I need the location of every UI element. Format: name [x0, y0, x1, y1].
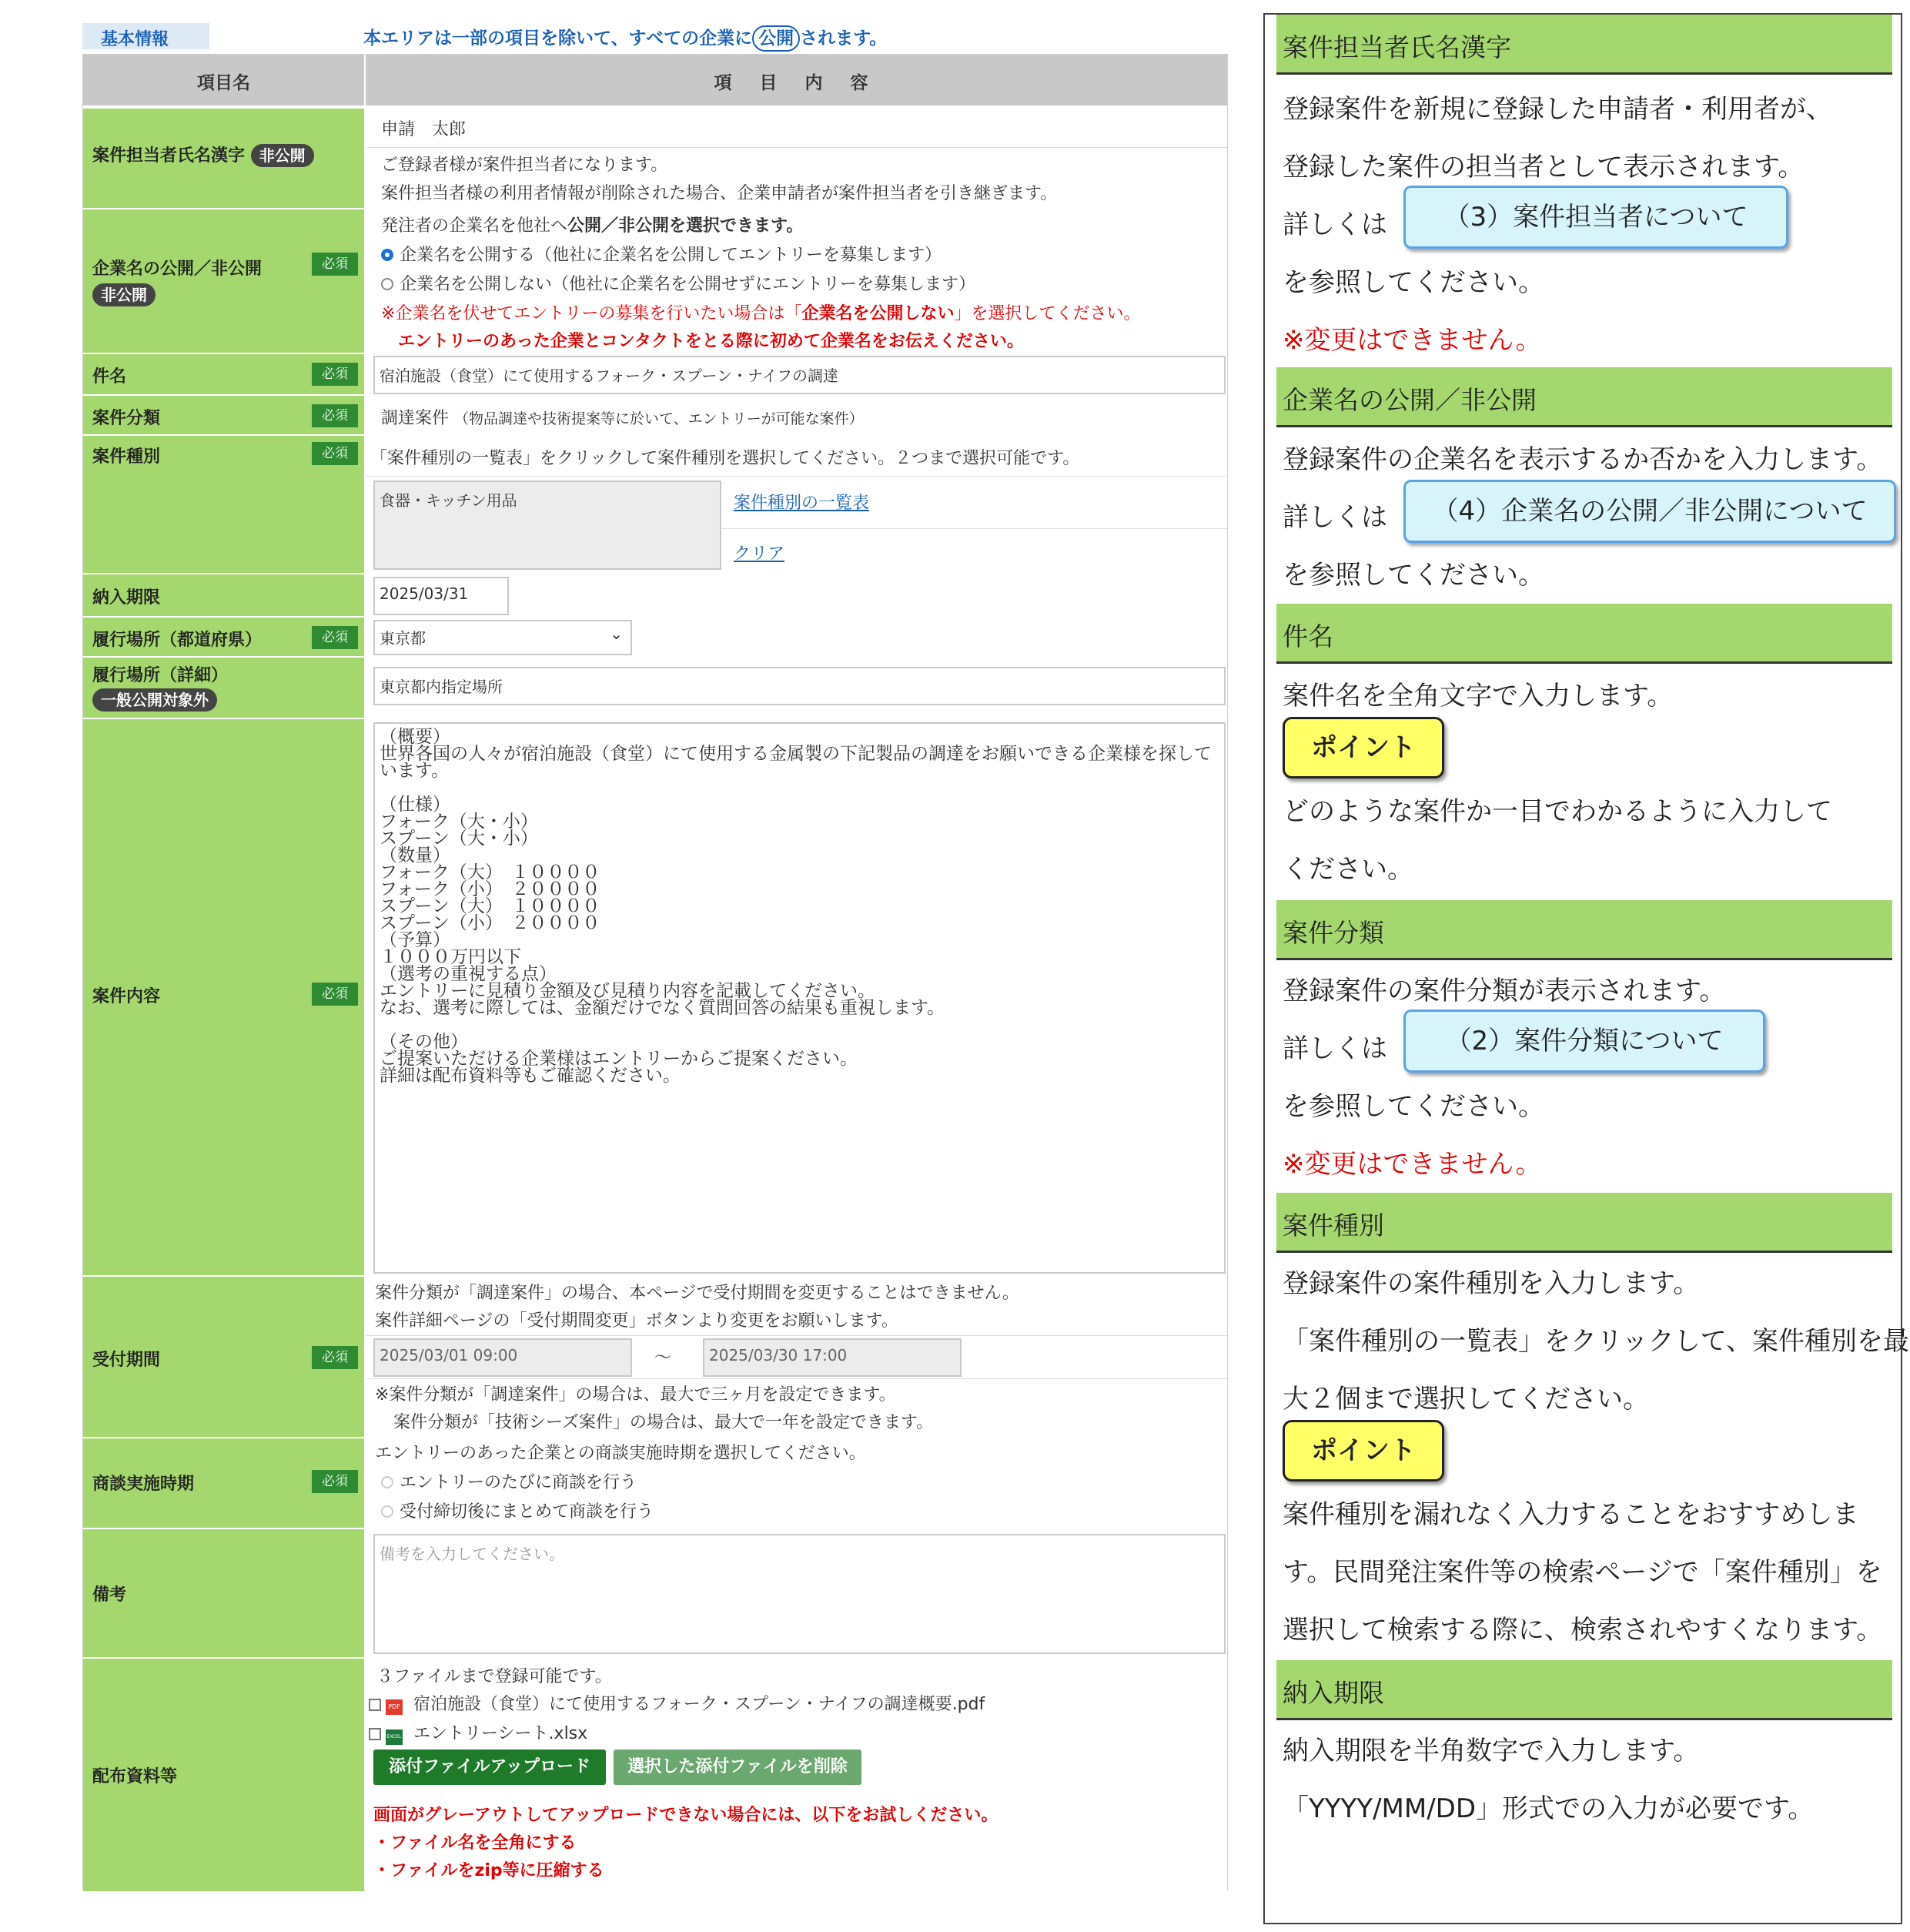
help-company-line-1: 登録案件の企業名を表示するか否かを入力します。: [1283, 444, 1883, 475]
row-deadline: [83, 574, 1227, 618]
help-type-line-2: 「案件種別の一覧表」をクリックして、案件種別を最: [1283, 1326, 1909, 1357]
help-panel: [1263, 13, 1909, 1924]
help-title-line-1: 案件名を全角文字で入力します。: [1283, 681, 1674, 712]
required-badge: 必須: [312, 253, 358, 276]
help-title-category: 案件分類: [1276, 900, 1892, 960]
row-manager: [83, 109, 1227, 209]
notice-text-pre: 本エリアは一部の項目を除いて、すべての企業に: [363, 28, 753, 49]
delete-files-button[interactable]: 選択した添付ファイルを削除: [614, 1750, 861, 1785]
period-note-1: 案件分類が「調達案件」の場合、本ページで受付期間を変更することはできません。: [375, 1284, 1019, 1303]
private-badge: 非公開: [92, 283, 156, 306]
negotiation-desc: エントリーのあった企業との商談実施時期を選択してください。: [375, 1444, 866, 1463]
help-manager-line-2: 登録した案件の担当者として表示されます。: [1283, 152, 1805, 182]
row-type: [83, 436, 1227, 574]
manager-note-2: 案件担当者様の利用者情報が削除された場合、企業申請者が案件担当者を引き継ぎます。: [381, 184, 1058, 203]
radio-company-public[interactable]: 企業名を公開する（他社に企業名を公開してエントリーを募集します）: [381, 242, 942, 266]
public-pill: 公開: [752, 25, 800, 52]
help-refer-label: を参照してください。: [1283, 267, 1544, 298]
period-start-input[interactable]: 2025/03/01 09:00: [373, 1338, 632, 1377]
non-public-badge: 一般公開対象外: [92, 688, 217, 712]
header-item-content: 項 目 内 容: [366, 69, 1227, 94]
help-see-label: 詳しくは: [1283, 209, 1387, 240]
help-type-point-2: す。民間発注案件等の検索ページで「案件種別」を: [1283, 1557, 1882, 1588]
table-header: [83, 55, 1227, 107]
label-files: 配布資料等: [92, 1767, 178, 1786]
manager-note-1: ご登録者様が案件担当者になります。: [381, 156, 668, 175]
notice-text-post: されます。: [800, 28, 888, 49]
radio-selected-icon[interactable]: [381, 249, 393, 261]
row-remarks: [83, 1529, 1227, 1659]
excel-file-icon: EXCEL: [386, 1729, 403, 1745]
company-warning-1: ※企業名を伏せてエントリーの募集を行いたい場合は「企業名を公開しない」を選択してください。: [381, 304, 1141, 323]
radio-negotiation-each[interactable]: エントリーのたびに商談を行う: [381, 1469, 637, 1493]
help-title-point-2: ください。: [1283, 854, 1413, 885]
help-title-point-1: どのような案件か一目でわかるように入力して: [1283, 796, 1832, 827]
point-badge: ポイント: [1283, 1420, 1444, 1482]
label-company-public: 企業名の公開／非公開: [92, 259, 263, 279]
row-negotiation: [83, 1438, 1227, 1529]
period-note-2: 案件詳細ページの「受付期間変更」ボタンより変更をお願いします。: [375, 1311, 898, 1331]
row-place: [83, 658, 1227, 719]
label-type: 案件種別: [92, 447, 161, 467]
row-content: [83, 719, 1227, 1277]
required-badge: 必須: [312, 1470, 358, 1493]
required-badge: 必須: [312, 1346, 358, 1369]
row-files: [83, 1659, 1227, 1891]
row-company-public: [83, 209, 1227, 354]
help-link-manager-button[interactable]: （3）案件担当者について: [1403, 186, 1788, 249]
file-item-pdf[interactable]: PDF 宿泊施設（食堂）にて使用するフォーク・スプーン・ナイフの調達概要.pdf: [369, 1691, 985, 1715]
required-badge: 必須: [312, 983, 358, 1006]
remarks-textarea[interactable]: 備考を入力してください。: [373, 1534, 1226, 1654]
type-clear-link[interactable]: クリア: [734, 544, 785, 564]
label-remarks: 備考: [92, 1585, 127, 1605]
label-content: 案件内容: [92, 987, 161, 1006]
upload-button[interactable]: 添付ファイルアップロード: [373, 1750, 606, 1785]
title-input[interactable]: 宿泊施設（食堂）にて使用するフォーク・スプーン・ナイフの調達: [373, 356, 1226, 394]
files-warning-3: ・ファイルをzip等に圧縮する: [373, 1861, 604, 1880]
manager-name: 申請 太郎: [381, 120, 467, 139]
radio-icon[interactable]: [381, 278, 393, 290]
help-type-point-3: 選択して検索する際に、検索されやすくなります。: [1283, 1615, 1883, 1646]
period-note-4: 案件分類が「技術シーズ案件」の場合は、最大で一年を設定できます。: [393, 1413, 934, 1432]
required-badge: 必須: [312, 404, 358, 427]
help-link-category-button[interactable]: （2）案件分類について: [1403, 1010, 1765, 1073]
help-title-title: 件名: [1276, 604, 1892, 664]
point-badge: ポイント: [1283, 717, 1444, 778]
row-pref: [83, 618, 1227, 658]
radio-icon[interactable]: [381, 1476, 393, 1488]
period-end-input[interactable]: 2025/03/30 17:00: [703, 1338, 962, 1377]
type-desc: 「案件種別の一覧表」をクリックして案件種別を選択してください。２つまで選択可能です。: [370, 449, 1080, 468]
row-title: [83, 354, 1227, 396]
help-type-line-1: 登録案件の案件種別を入力します。: [1283, 1268, 1700, 1299]
help-category-line-1: 登録案件の案件分類が表示されます。: [1283, 976, 1726, 1006]
help-type-point-1: 案件種別を漏れなく入力することをおすすめしま: [1283, 1499, 1859, 1530]
help-link-company-button[interactable]: （4）企業名の公開／非公開について: [1403, 480, 1896, 543]
label-negotiation: 商談実施時期: [92, 1475, 195, 1494]
label-title: 件名: [92, 367, 127, 387]
section-tag: 基本情報: [82, 23, 209, 49]
help-refer-label: を参照してください。: [1283, 560, 1544, 591]
row-period: [83, 1277, 1227, 1438]
chevron-down-icon: ⌄: [610, 624, 623, 643]
type-selected-list[interactable]: 食器・キッチン用品: [373, 480, 721, 570]
help-type-line-3: 大２個まで選択してください。: [1283, 1384, 1649, 1415]
radio-negotiation-after[interactable]: 受付締切後にまとめて商談を行う: [381, 1498, 654, 1522]
radio-icon[interactable]: [381, 1505, 393, 1518]
label-manager: 案件担当者氏名漢字 非公開: [92, 142, 314, 167]
header-item-name: 項目名: [197, 73, 250, 93]
help-title-deadline: 納入期限: [1276, 1660, 1892, 1720]
company-public-desc: 発注者の企業名を他社へ公開／非公開を選択できます。: [381, 216, 804, 236]
period-tilde: ～: [654, 1348, 672, 1368]
label-category: 案件分類: [92, 409, 161, 428]
place-input[interactable]: 東京都内指定場所: [373, 667, 1226, 705]
basic-info-form: [82, 54, 1228, 1890]
label-period: 受付期間: [92, 1351, 161, 1370]
file-checkbox[interactable]: [369, 1699, 381, 1711]
radio-company-private[interactable]: 企業名を公開しない（他社に企業名を公開せずにエントリーを募集します）: [381, 271, 975, 295]
help-title-type: 案件種別: [1276, 1193, 1892, 1253]
type-list-link[interactable]: 案件種別の一覧表: [734, 494, 870, 513]
pdf-file-icon: PDF: [386, 1699, 403, 1715]
company-warning-2: エントリーのあった企業とコンタクトをとる際に初めて企業名をお伝えください。: [398, 332, 1024, 351]
private-badge: 非公開: [251, 144, 314, 167]
period-note-3: ※案件分類が「調達案件」の場合は、最大で三ヶ月を設定できます。: [375, 1385, 896, 1405]
help-no-change: ※変更はできません。: [1283, 325, 1542, 356]
help-manager-line-1: 登録案件を新規に登録した申請者・利用者が、: [1283, 94, 1832, 125]
row-category: [83, 396, 1227, 436]
help-see-label: 詳しくは: [1283, 502, 1387, 533]
label-place: 履行場所（詳細）: [92, 666, 229, 685]
files-warning-2: ・ファイル名を全角にする: [373, 1833, 577, 1853]
content-textarea[interactable]: （概要） 世界各国の人々が宿泊施設（食堂）にて使用する金属製の下記製品の調達をお願いできる企業様を探しています。 （仕様） フォーク（大・小） スプーン（大・小） （数量） フォーク（大） １００００ フォーク（小） ２００００ スプーン（大） １００００ スプーン（小） ２００００ （予算） １０００万円以下 （選考の重視する点） エントリーに見積り金額及び見積り内容を記載してください。 なお、選考に際しては、金額だけでなく質問回答の結果も重視します。 （その他） ご提案いただける企業様はエントリーからご提案ください。 詳細は配布資料等もご確認ください。: [373, 722, 1226, 1274]
help-no-change: ※変更はできません。: [1283, 1149, 1542, 1180]
required-badge: 必須: [312, 363, 358, 386]
deadline-input[interactable]: 2025/03/31: [373, 577, 509, 615]
label-pref: 履行場所（都道府県）: [92, 631, 263, 650]
help-title-manager: 案件担当者氏名漢字: [1276, 15, 1892, 75]
files-warning-1: 画面がグレーアウトしてアップロードできない場合には、以下をお試しください。: [373, 1806, 998, 1825]
category-value: 調達案件 （物品調達や技術提案等に於いて、エントリーが可能な案件）: [381, 409, 864, 428]
required-badge: 必須: [312, 626, 358, 649]
help-title-company-public: 企業名の公開／非公開: [1276, 367, 1892, 427]
help-deadline-line-1: 納入期限を半角数字で入力します。: [1283, 1736, 1700, 1766]
required-badge: 必須: [312, 442, 358, 465]
pref-select[interactable]: 東京都 ⌄: [373, 620, 632, 655]
files-limit: ３ファイルまで登録可能です。: [376, 1667, 612, 1686]
help-refer-label: を参照してください。: [1283, 1091, 1544, 1122]
file-checkbox[interactable]: [369, 1728, 381, 1740]
file-item-xlsx[interactable]: EXCEL エントリーシート.xlsx: [369, 1720, 587, 1745]
help-see-label: 詳しくは: [1283, 1033, 1387, 1064]
public-notice: [363, 24, 887, 52]
label-deadline: 納入期限: [92, 588, 161, 608]
help-deadline-line-2: 「YYYY/MM/DD」形式での入力が必要です。: [1283, 1793, 1815, 1824]
